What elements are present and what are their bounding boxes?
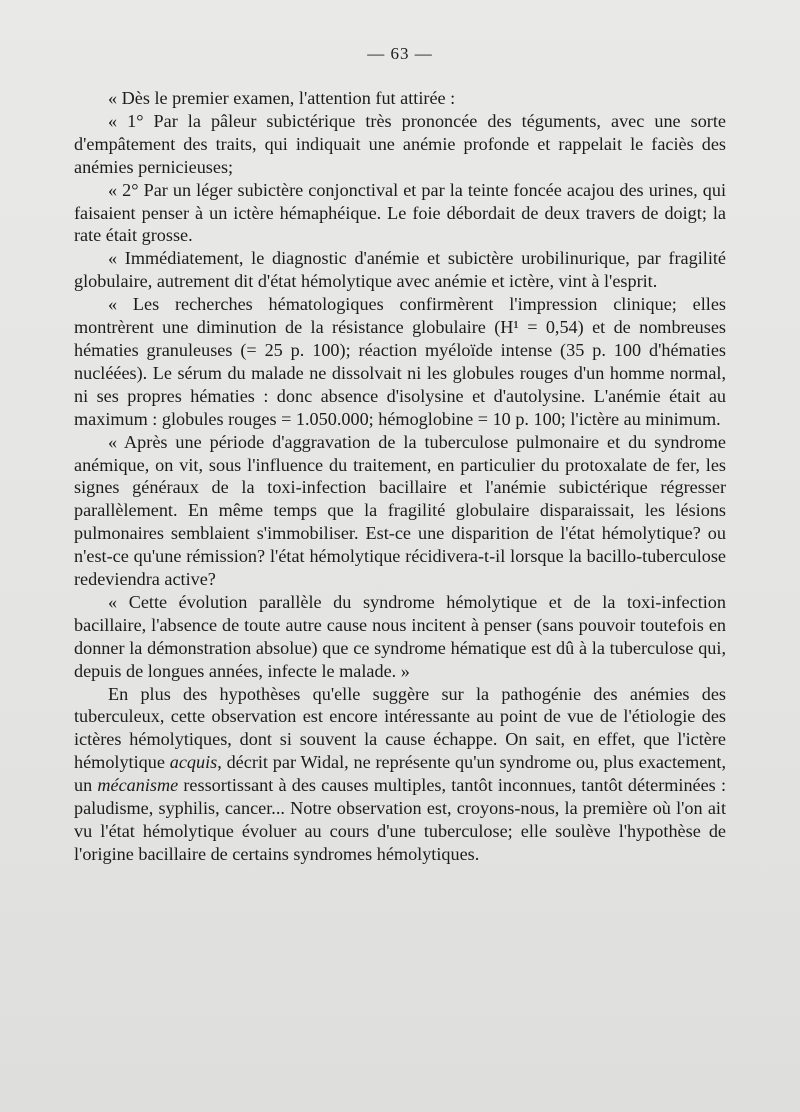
paragraph [74,293,726,430]
text-segment: ressortissant à des causes multiples, tantôt inconnues, tantôt déterminées : paludisme, syphilis, cancer... Notre observation est, croyons-nous, la première où l'on ait vu l'état hémolytique évoluer au cours d'une tuberculose; elle soulève l'hypothèse de l'origine bacillaire de certains syndromes hémolytiques. [74,775,726,864]
text-segment: « 2° Par un léger subictère conjonctival et par la teinte foncée acajou des urines, qui faisaient penser à un ictère hémaphéique. Le foie débordait de deux travers de doigt; la rate était grosse. [74,179,726,246]
paragraph [74,591,726,683]
paragraph [74,87,726,110]
page-number: — 63 — [367,44,433,63]
text-segment: « Les recherches hématologiques confirmèrent l'impression clinique; elles montrèrent une diminution de la résistance globulaire (H¹ = 0,54) et de nombreuses hématies granuleuses (= 25 p. 100); réaction myéloïde intense (35 p. 100 d'hématies nucléées). Le sérum du malade ne dissolvait ni les globules rouges d'un homme normal, ni ses propres hématies : donc absence d'isolysine et d'autolysine. L'anémie était au maximum : globules rouges = 1.050.000; hémoglobine = 10 p. 100; l'ictère au minimum. [74,294,726,429]
paragraph [74,179,726,248]
text-segment: En plus des hypothèses qu'elle suggère sur la pathogénie des anémies des tuberculeux, cette observation est encore intéressante au point de vue de l'étiologie des ictères hémolytiques, dont si souvent la cause échappe. On sait, en effet, que l'ictère hémolytique [74,683,726,773]
paragraph [74,431,726,591]
text-segment: « Immédiatement, le diagnostic d'anémie et subictère urobilinurique, par fragilité globulaire, autrement dit d'état hémolytique avec anémie et ictère, vint à l'esprit. [74,248,726,292]
italic-term: acquis [169,752,218,773]
text-segment: , décrit par Widal, ne représente qu'un syndrome ou, plus exactement, un [74,752,727,796]
paragraph [74,683,726,866]
text-segment: « Cette évolution parallèle du syndrome hémolytique et de la toxi-infection bacillaire, l'absence de toute autre cause nous incitent à penser (sans pouvoir toutefois en donner la démonstration absolue) que ce syndrome hématique est dû à la tuberculose qui, depuis de longues années, infecte le malade. » [74,591,726,681]
text-segment: « Après une période d'aggravation de la tuberculose pulmonaire et du syndrome anémique, on vit, sous l'influence du traitement, en particulier du protoxalate de fer, les signes généraux de la toxi-infection bacillaire et l'anémie subictérique régresser parallèlement. En même temps que la fragilité globulaire disparaissait, les lésions pulmonaires semblaient s'immobiliser. Est-ce une disparition de l'état hémolytique? ou n'est-ce qu'une rémission? l'état hémolytique récidivera-t-il lorsque la bacillo-tuberculose redeviendra active? [74,431,726,590]
body-text [74,87,726,866]
text-segment: « Dès le premier examen, l'attention fut attirée : [108,88,456,108]
text-segment: « 1° Par la pâleur subictérique très prononcée des téguments, avec une sorte d'empâtement des traits, qui indiquait une anémie profonde et rappelait le faciès des anémies pernicieuses; [74,110,726,177]
paragraph [74,110,726,179]
italic-term: mécanisme [97,775,179,796]
paragraph [74,247,726,293]
